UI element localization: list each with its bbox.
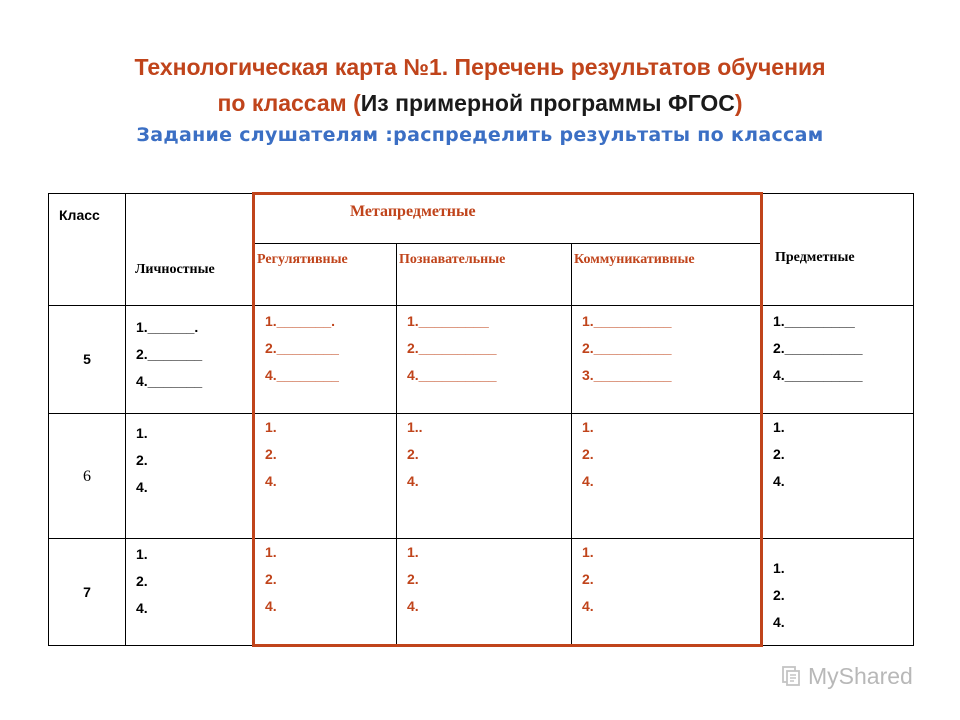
- list-item: 2.________: [265, 340, 339, 356]
- list-item: 1.: [407, 544, 419, 560]
- header-meta: Метапредметные: [350, 203, 476, 220]
- communicative-results: [572, 539, 762, 646]
- subject-results: [762, 539, 914, 646]
- header-cognitive-cell: [397, 244, 572, 306]
- subject-results: [762, 414, 914, 539]
- regulative-results: [254, 539, 397, 646]
- list-item: 1._______.: [265, 313, 336, 329]
- list-item: 4.: [265, 598, 277, 614]
- watermark-text: MyShared: [808, 662, 913, 689]
- list-item: 1..: [407, 419, 423, 435]
- list-item: 2.: [265, 446, 277, 462]
- list-item: 1.: [136, 425, 148, 441]
- list-item: 1._________: [407, 313, 489, 329]
- list-item: 4.________: [265, 367, 339, 383]
- class-number: 7: [49, 539, 126, 646]
- header-subject: Предметные: [775, 250, 855, 265]
- assignment-subtitle: Задание слушателям :распределить результаты по классам: [136, 124, 824, 146]
- list-item: 1.: [265, 544, 277, 560]
- header-meta-cell: [254, 194, 762, 244]
- list-item: 1.: [582, 419, 594, 435]
- list-item: 2.: [136, 573, 148, 589]
- list-item: 4.: [773, 473, 785, 489]
- header-class-cell: [49, 194, 126, 306]
- list-item: 4.: [773, 614, 785, 630]
- list-item: 2.: [407, 571, 419, 587]
- list-item: 4.: [582, 473, 594, 489]
- personal-results: [126, 414, 254, 539]
- header-communicative: Коммуникативные: [574, 252, 695, 267]
- cognitive-results: [397, 306, 572, 414]
- list-item: 1.______.: [136, 319, 199, 335]
- list-item: 1.: [773, 560, 785, 576]
- list-item: 4.: [265, 473, 277, 489]
- list-item: 2.__________: [582, 340, 672, 356]
- list-item: 4.: [582, 598, 594, 614]
- header-class: Класс: [59, 207, 100, 223]
- list-item: 2.: [582, 446, 594, 462]
- header-subject-cell: [762, 194, 914, 306]
- title-line-1: Технологическая карта №1. Перечень результатов обучения: [134, 54, 826, 80]
- title-line-2-source: Из примерной программы ФГОС: [360, 90, 735, 116]
- list-item: 4._______: [136, 373, 203, 389]
- list-item: 1.: [265, 419, 277, 435]
- list-item: 4.: [407, 598, 419, 614]
- header-cognitive: Познавательные: [399, 252, 506, 267]
- table-row: [49, 539, 914, 646]
- table-row: [49, 414, 914, 539]
- list-item: 2.__________: [773, 340, 863, 356]
- list-item: 2._______: [136, 346, 203, 362]
- list-item: 2.: [265, 571, 277, 587]
- list-item: 3.__________: [582, 367, 672, 383]
- communicative-results: [572, 414, 762, 539]
- class-number: 5: [49, 306, 126, 414]
- watermark: [780, 656, 940, 696]
- title-line-2-prefix: по классам (: [217, 90, 361, 116]
- list-item: 4.: [407, 473, 419, 489]
- header-regulative: Регулятивные: [257, 252, 348, 267]
- list-item: 4.__________: [407, 367, 497, 383]
- title-line-2: [0, 90, 960, 117]
- regulative-results: [254, 306, 397, 414]
- class-number: 6: [49, 414, 126, 539]
- list-item: 2.: [582, 571, 594, 587]
- list-item: 2.: [407, 446, 419, 462]
- table-row: [49, 306, 914, 414]
- list-item: 2.__________: [407, 340, 497, 356]
- list-item: 2.: [136, 452, 148, 468]
- personal-results: [126, 306, 254, 414]
- list-item: 1.__________: [582, 313, 672, 329]
- title-line-2-suffix: ): [734, 90, 743, 116]
- subject-results: [762, 306, 914, 414]
- list-item: 1._________: [773, 313, 855, 329]
- header-regulative-cell: [254, 244, 397, 306]
- list-item: 2.: [773, 587, 785, 603]
- cognitive-results: [397, 539, 572, 646]
- communicative-results: [572, 306, 762, 414]
- list-item: 1.: [773, 419, 785, 435]
- list-item: 2.: [773, 446, 785, 462]
- list-item: 1.: [582, 544, 594, 560]
- myshared-logo-icon: [780, 665, 802, 687]
- header-personal: Личностные: [135, 262, 215, 277]
- list-item: 4.__________: [773, 367, 863, 383]
- header-personal-cell: [126, 194, 254, 306]
- personal-results: [126, 539, 254, 646]
- list-item: 4.: [136, 600, 148, 616]
- cognitive-results: [397, 414, 572, 539]
- list-item: 1.: [136, 546, 148, 562]
- results-table: [48, 192, 914, 647]
- list-item: 4.: [136, 479, 148, 495]
- regulative-results: [254, 414, 397, 539]
- header-communicative-cell: [572, 244, 762, 306]
